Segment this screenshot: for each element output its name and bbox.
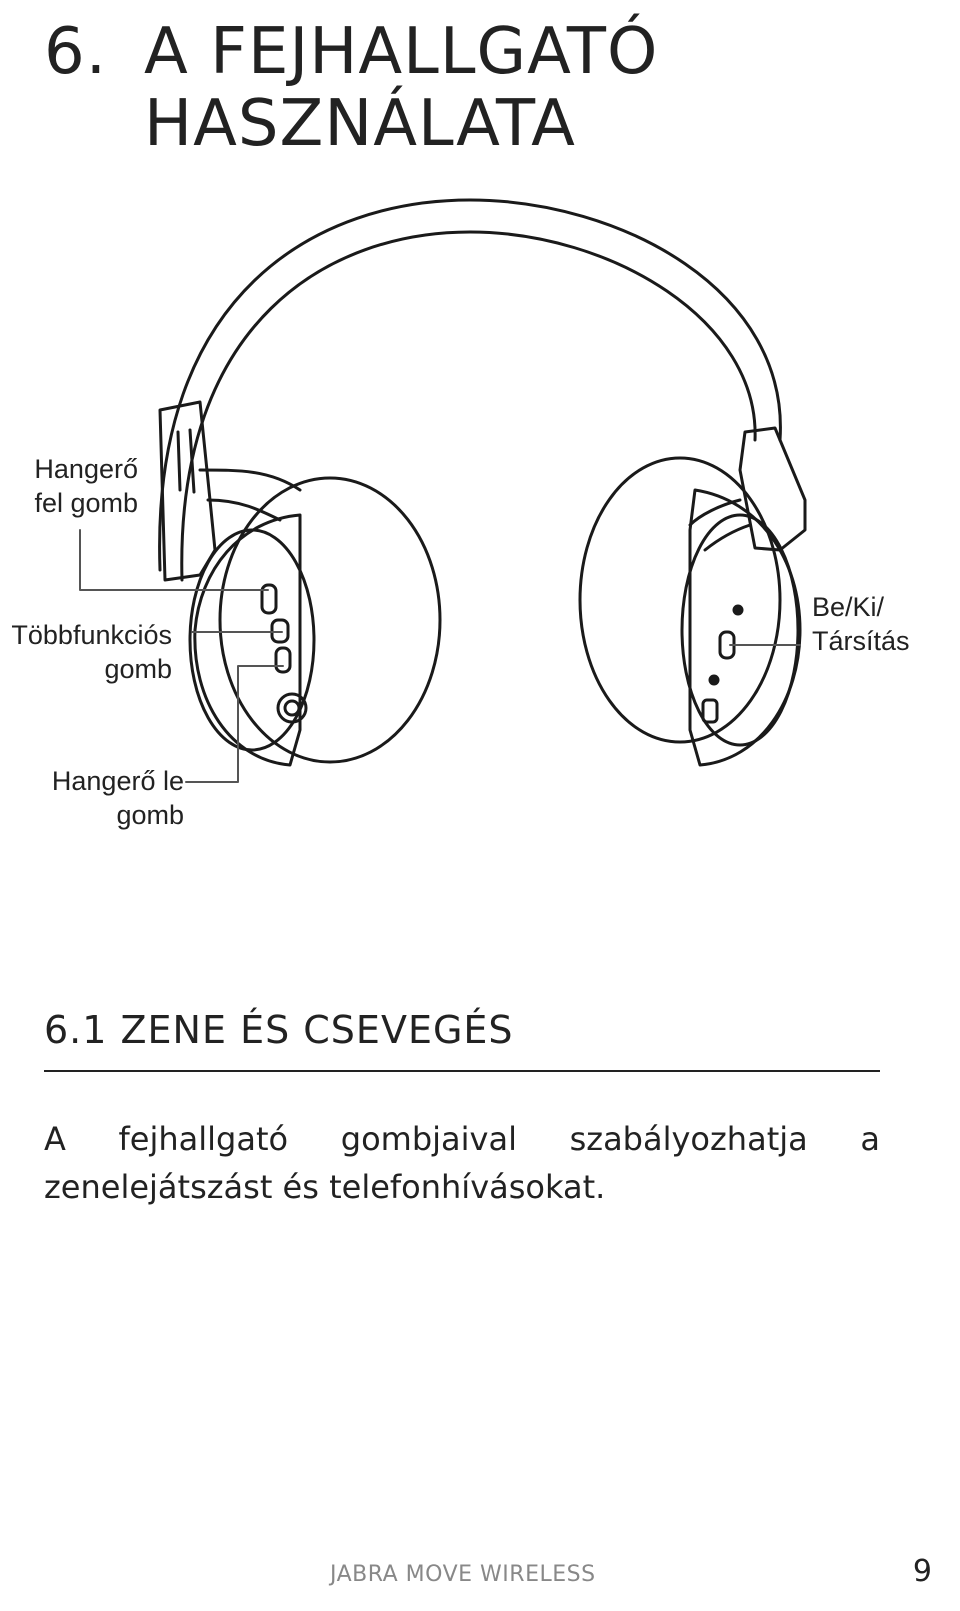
- section-divider: [44, 1070, 880, 1072]
- left-cushion: [220, 478, 440, 762]
- title-line-1: 6. A FEJHALLGATÓ: [44, 15, 659, 89]
- chapter-number: 6.: [44, 15, 108, 89]
- section-body: A fejhallgató gombjaival szabályozhatja a zenelejátszást és telefonhívásokat.: [44, 1120, 880, 1206]
- right-led-bottom: [710, 676, 718, 684]
- label-multifunction: Többfunkciós gomb: [11, 620, 172, 684]
- label-power-pair: Be/Ki/ Társítás: [812, 592, 910, 656]
- title-line-2: HASZNÁLATA: [144, 87, 576, 161]
- section-title: 6.1 ZENE ÉS CSEVEGÉS: [44, 1008, 514, 1052]
- headband: [160, 200, 781, 570]
- right-usb-port: [703, 700, 717, 722]
- right-hinge: [740, 428, 805, 550]
- headphone-diagram: [0, 170, 960, 870]
- right-led-top: [734, 606, 742, 614]
- page-number: 9: [912, 1554, 932, 1589]
- label-volume-up: Hangerő fel gomb: [34, 454, 138, 518]
- footer-product-name: JABRA MOVE WIRELESS: [330, 1562, 596, 1587]
- headband-inner: [182, 232, 755, 580]
- right-cushion: [580, 458, 780, 742]
- page-title: [44, 16, 658, 160]
- left-volume-down-button: [276, 648, 290, 672]
- label-volume-down: Hangerő le gomb: [51, 766, 184, 830]
